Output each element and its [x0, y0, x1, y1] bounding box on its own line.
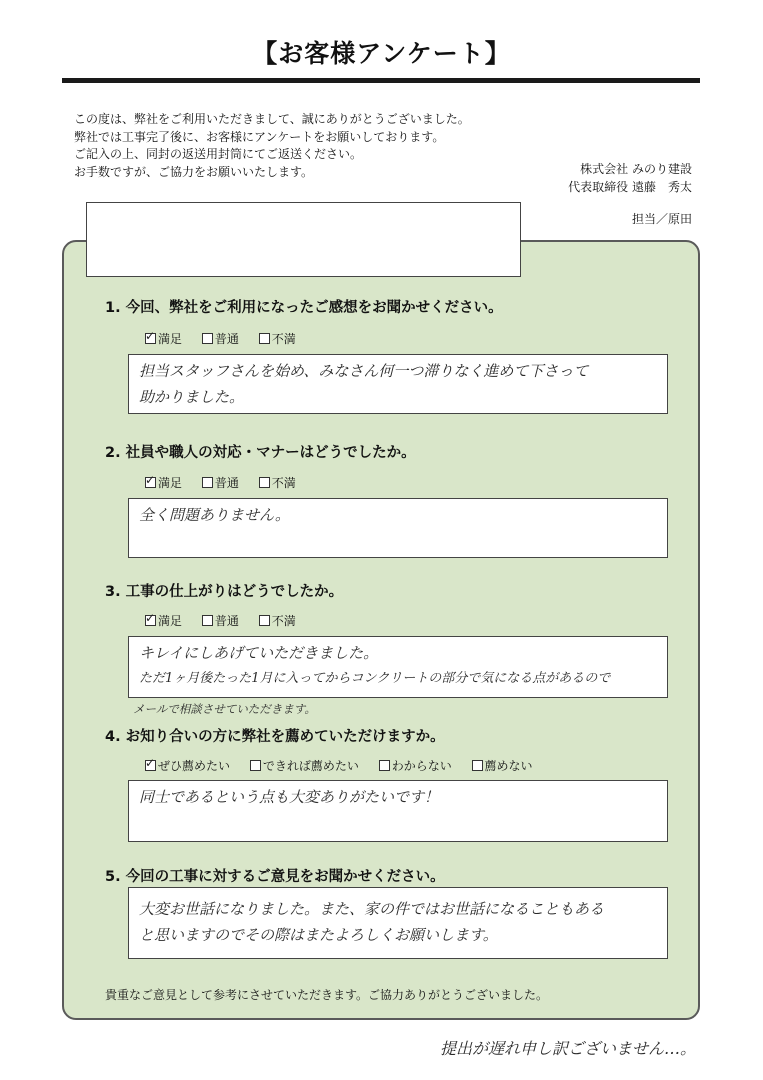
checkbox-icon[interactable]: [202, 333, 213, 344]
option-label: 満足: [158, 332, 183, 346]
answer-line: 同士であるという点も大変ありがたいです！: [139, 788, 440, 806]
answer-line: 助かりました。: [139, 388, 245, 406]
option-label: 満足: [158, 476, 183, 490]
option-satisfied[interactable]: [145, 474, 182, 491]
closing-message: 貴重なご意見として参考にさせていただきます。ご協力ありがとうございました。: [105, 988, 549, 1002]
option-label: できれば薦めたい: [262, 759, 359, 773]
option-satisfied[interactable]: [145, 330, 182, 347]
company-name: 株式会社 みのり建設: [580, 162, 692, 176]
question-4-options: [145, 757, 549, 774]
question-2-options: [145, 474, 312, 491]
handwritten-note: 提出が遅れ申し訳ございません…。: [440, 1039, 697, 1058]
option-satisfied[interactable]: [145, 612, 182, 629]
checkbox-checked-icon[interactable]: [145, 760, 156, 771]
answer-line: と思いますのでその際はまたよろしくお願いします。: [139, 926, 498, 944]
survey-title: 【お客様アンケート】: [252, 39, 511, 68]
option-label: 普通: [214, 614, 239, 628]
checkbox-icon[interactable]: [259, 477, 270, 488]
checkbox-icon[interactable]: [259, 615, 270, 626]
question-3-title: 3. 工事の仕上がりはどうでしたか。: [105, 584, 344, 600]
checkbox-icon[interactable]: [472, 760, 483, 771]
option-label: ぜひ薦めたい: [158, 759, 231, 773]
option-label: 普通: [214, 332, 239, 346]
intro-line: この度は、弊社をご利用いただきまして、誠にありがとうございました。: [74, 112, 470, 126]
option-label: 不満: [271, 332, 296, 346]
checkbox-checked-icon[interactable]: [145, 333, 156, 344]
option-dissatisfied[interactable]: [259, 474, 296, 491]
option-label: 満足: [158, 614, 183, 628]
answer-line: 担当スタッフさんを始め、みなさん何一つ滞りなく進めて下さって: [139, 362, 589, 380]
question-4-title: 4. お知り合いの方に弊社を薦めていただけますか。: [105, 729, 445, 745]
checkbox-icon[interactable]: [379, 760, 390, 771]
option-label: 不満: [271, 614, 296, 628]
question-1-title: 1. 今回、弊社をご利用になったご感想をお聞かせください。: [105, 300, 503, 316]
answer-line: キレイにしあげていただきました。: [139, 644, 379, 662]
question-2-title: 2. 社員や職人の対応・マナーはどうでしたか。: [105, 445, 416, 461]
redacted-name-box: [86, 202, 521, 277]
checkbox-icon[interactable]: [250, 760, 261, 771]
option-average[interactable]: [202, 330, 239, 347]
option-label: わからない: [391, 759, 452, 773]
intro-line: 弊社では工事完了後に、お客様にアンケートをお願いしております。: [74, 129, 445, 144]
question-5-answer-box[interactable]: [128, 887, 668, 959]
question-5-title: 5. 今回の工事に対するご意見をお聞かせください。: [105, 869, 445, 885]
title-underline: [62, 78, 700, 83]
option-label: 薦めない: [484, 759, 533, 773]
option-not-sure[interactable]: [379, 757, 452, 774]
option-average[interactable]: [202, 612, 239, 629]
option-label: 普通: [214, 476, 239, 490]
answer-line: ただ1ヶ月後たった1月に入ってからコンクリートの部分で気になる点があるので: [139, 671, 611, 686]
option-average[interactable]: [202, 474, 239, 491]
option-definitely-recommend[interactable]: [145, 757, 230, 774]
question-3-answer-box[interactable]: [128, 636, 668, 698]
answer-line: 大変お世話になりました。また、家の件ではお世話になることもある: [139, 900, 605, 918]
checkbox-checked-icon[interactable]: [145, 477, 156, 488]
checkbox-icon[interactable]: [202, 615, 213, 626]
question-1-answer-box[interactable]: [128, 354, 668, 414]
company-signature: [568, 160, 692, 196]
question-1-options: [145, 330, 312, 347]
option-label: 不満: [271, 476, 296, 490]
option-dissatisfied[interactable]: [259, 612, 296, 629]
answer-line: 全く問題ありません。: [139, 506, 290, 524]
question-3-answer-overflow: メールで相談させていただきます。: [133, 702, 316, 716]
company-representative: 代表取締役 遠藤 秀太: [568, 180, 692, 194]
option-not-recommend[interactable]: [472, 757, 533, 774]
option-recommend-if-possible[interactable]: [250, 757, 359, 774]
question-4-answer-box[interactable]: [128, 780, 668, 842]
intro-text: [74, 111, 470, 181]
staff-label: 担当／原田: [631, 212, 692, 226]
intro-line: ご記入の上、同封の返送用封筒にてご返送ください。: [74, 147, 363, 161]
option-dissatisfied[interactable]: [259, 330, 296, 347]
checkbox-checked-icon[interactable]: [145, 615, 156, 626]
checkbox-icon[interactable]: [259, 333, 270, 344]
question-2-answer-box[interactable]: [128, 498, 668, 558]
checkbox-icon[interactable]: [202, 477, 213, 488]
intro-line: お手数ですが、ご協力をお願いいたします。: [74, 164, 314, 179]
question-3-options: [145, 612, 312, 629]
